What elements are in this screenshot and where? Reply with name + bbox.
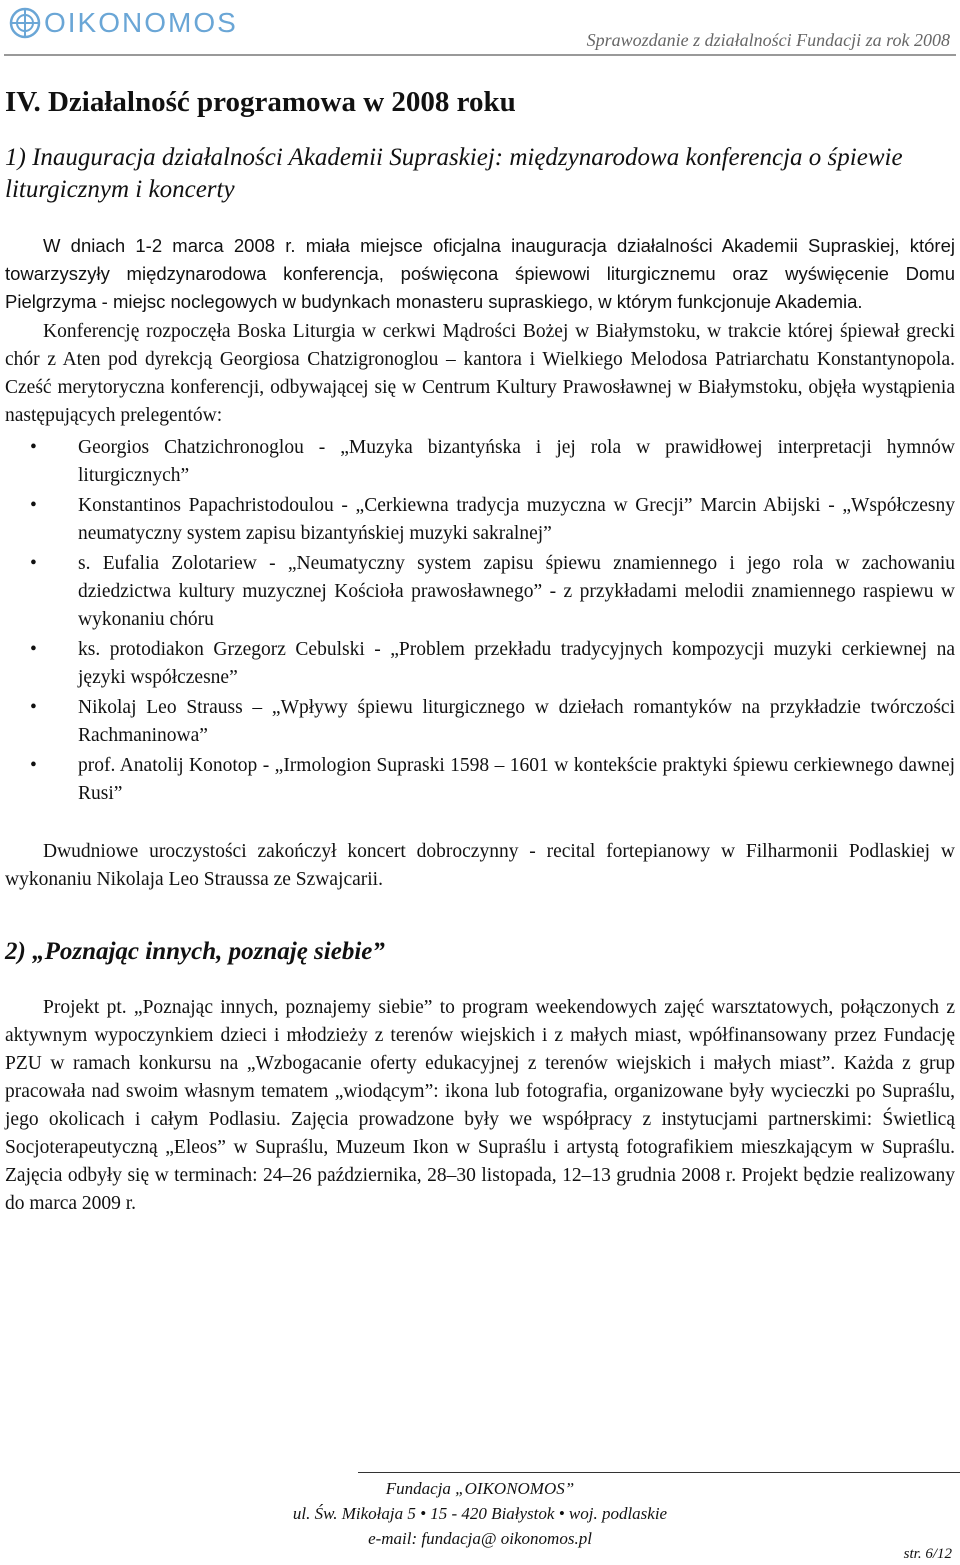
speaker-text: Nikolaj Leo Strauss – „Wpływy śpiewu liturgicznego w dziełach romantyków na przykładzie twórczości Rachmaninowa” — [78, 697, 955, 746]
speaker-item — [5, 752, 955, 808]
footer-divider — [358, 1472, 960, 1473]
header-divider — [4, 54, 956, 56]
speaker-text: prof. Anatolij Konotop - „Irmologion Supraski 1598 – 1601 w kontekście praktyki śpiewu cerkiewnego dawnej Rusi” — [78, 755, 955, 804]
subsection-2-title: 2) „Poznając innych, poznaję siebie” — [5, 938, 385, 965]
bullet-icon: • — [30, 495, 37, 516]
paragraph-inauguration: W dniach 1-2 marca 2008 r. miała miejsce oficjalna inauguracja działalności Akademii Supraskiej, której towarzyszyły międzynarodowa konferencja, poświęcona śpiewowi liturgicznemu oraz wyświęcenie Domu Pielgrzyma - miejsc noclegowych w budynkach monasteru supraskiego, w którym funkcjonuje Akademia. — [5, 235, 955, 312]
report-title: Sprawozdanie z działalności Fundacji za rok 2008 — [586, 30, 950, 50]
bullet-icon: • — [30, 755, 37, 776]
speaker-item — [5, 492, 955, 548]
bullet-icon: • — [30, 639, 37, 660]
paragraph-project: Projekt pt. „Poznając innych, poznajemy siebie” to program weekendowych zajęć warsztatowych, połączonych z aktywnym wypoczynkiem dzieci i młodzieży z terenów wiejskich i z małych miast, wpółfinansowany przez Fundację PZU w ramach konkursu na „Wzbogacanie oferty edukacyjnej z terenów wiejskich i małych miast”. Każda z grup pracowała nad swoim własnym tematem „wiodącym”: ikona lub fotografia, organizowane były wycieczki po Supraślu, jego okolicach i całym Podlasiu. Zajęcia prowadzone były we współpracy z instytucjami partnerskimi: Świetlicą Socjoterapeutyczną „Eleos” w Supraślu, Muzeum Ikon w Supraślu i artystą fotografikiem mieszkającym w Supraślu. Zajęcia odbyły się w terminach: 24–26 października, 28–30 listopada, 12–13 grudnia 2008 r. Projekt będzie realizowany do marca 2009 r. — [5, 997, 955, 1214]
speaker-list — [5, 434, 955, 808]
bullet-icon: • — [30, 553, 37, 574]
oikonomos-logo-icon — [8, 6, 42, 40]
bullet-icon: • — [30, 697, 37, 718]
footer-address: ul. Św. Mikołaja 5 • 15 - 420 Białystok • woj. podlaskie — [292, 1504, 668, 1523]
footer-org: Fundacja „OIKONOMOS” — [385, 1479, 575, 1498]
section-title: IV. Działalność programowa w 2008 roku — [5, 86, 516, 118]
paragraph-conference: Konferencję rozpoczęła Boska Liturgia w cerkwi Mądrości Bożej w Białymstoku, w trakcie której śpiewał grecki chór z Aten pod dyrekcją Georgiosa Chatzigronoglou – kantora i Wielkiego Melodosa Patriarchatu Konstantynopola. Cześć merytoryczna konferencji, odbywającej się w Centrum Kultury Prawosławnej w Białymstoku, objęła wystąpienia następujących prelegentów: — [5, 321, 955, 426]
speaker-item — [5, 694, 955, 750]
speaker-item — [5, 636, 955, 692]
page-number: str. 6/12 — [903, 1546, 952, 1562]
subsection-1-title: 1) Inauguracja działalności Akademii Supraskiej: międzynarodowa konferencja o śpiewie liturgicznym i koncerty — [5, 144, 903, 203]
paragraph-concert: Dwudniowe uroczystości zakończył koncert dobroczynny - recital fortepianowy w Filharmonii Podlaskiej w wykonaniu Nikolaja Leo Straussa ze Szwajcarii. — [5, 841, 955, 890]
document-body — [5, 84, 955, 1218]
speaker-text: ks. protodiakon Grzegorz Cebulski - „Problem przekładu tradycyjnych kompozycji muzyki cerkiewnej na języki współczesne” — [78, 639, 955, 688]
footer-contact — [0, 1476, 960, 1551]
speaker-text: s. Eufalia Zolotariew - „Neumatyczny system zapisu śpiewu znamiennego i jego rola w zachowaniu dziedzictwa kultury muzycznej Kościoła prawosławnego” - z przykładami melodii znamiennego raspiewu w wykonaniu chóru — [78, 553, 955, 630]
logo-text: OIKONOMOS — [44, 7, 238, 38]
page-header — [0, 0, 960, 56]
speaker-text: Georgios Chatzichronoglou - „Muzyka bizantyńska i jej rola w prawidłowej interpretacji hymnów liturgicznych” — [78, 437, 955, 486]
speaker-item — [5, 550, 955, 634]
bullet-icon: • — [30, 437, 37, 458]
footer-email: e-mail: fundacja@ oikonomos.pl — [368, 1529, 592, 1548]
speaker-text: Konstantinos Papachristodoulou - „Cerkiewna tradycja muzyczna w Grecji” Marcin Abijski - „Współczesny neumatyczny system zapisu bizantyńskiej muzyki sakralnej” — [78, 495, 955, 544]
oikonomos-logo — [8, 6, 238, 40]
speaker-item — [5, 434, 955, 490]
